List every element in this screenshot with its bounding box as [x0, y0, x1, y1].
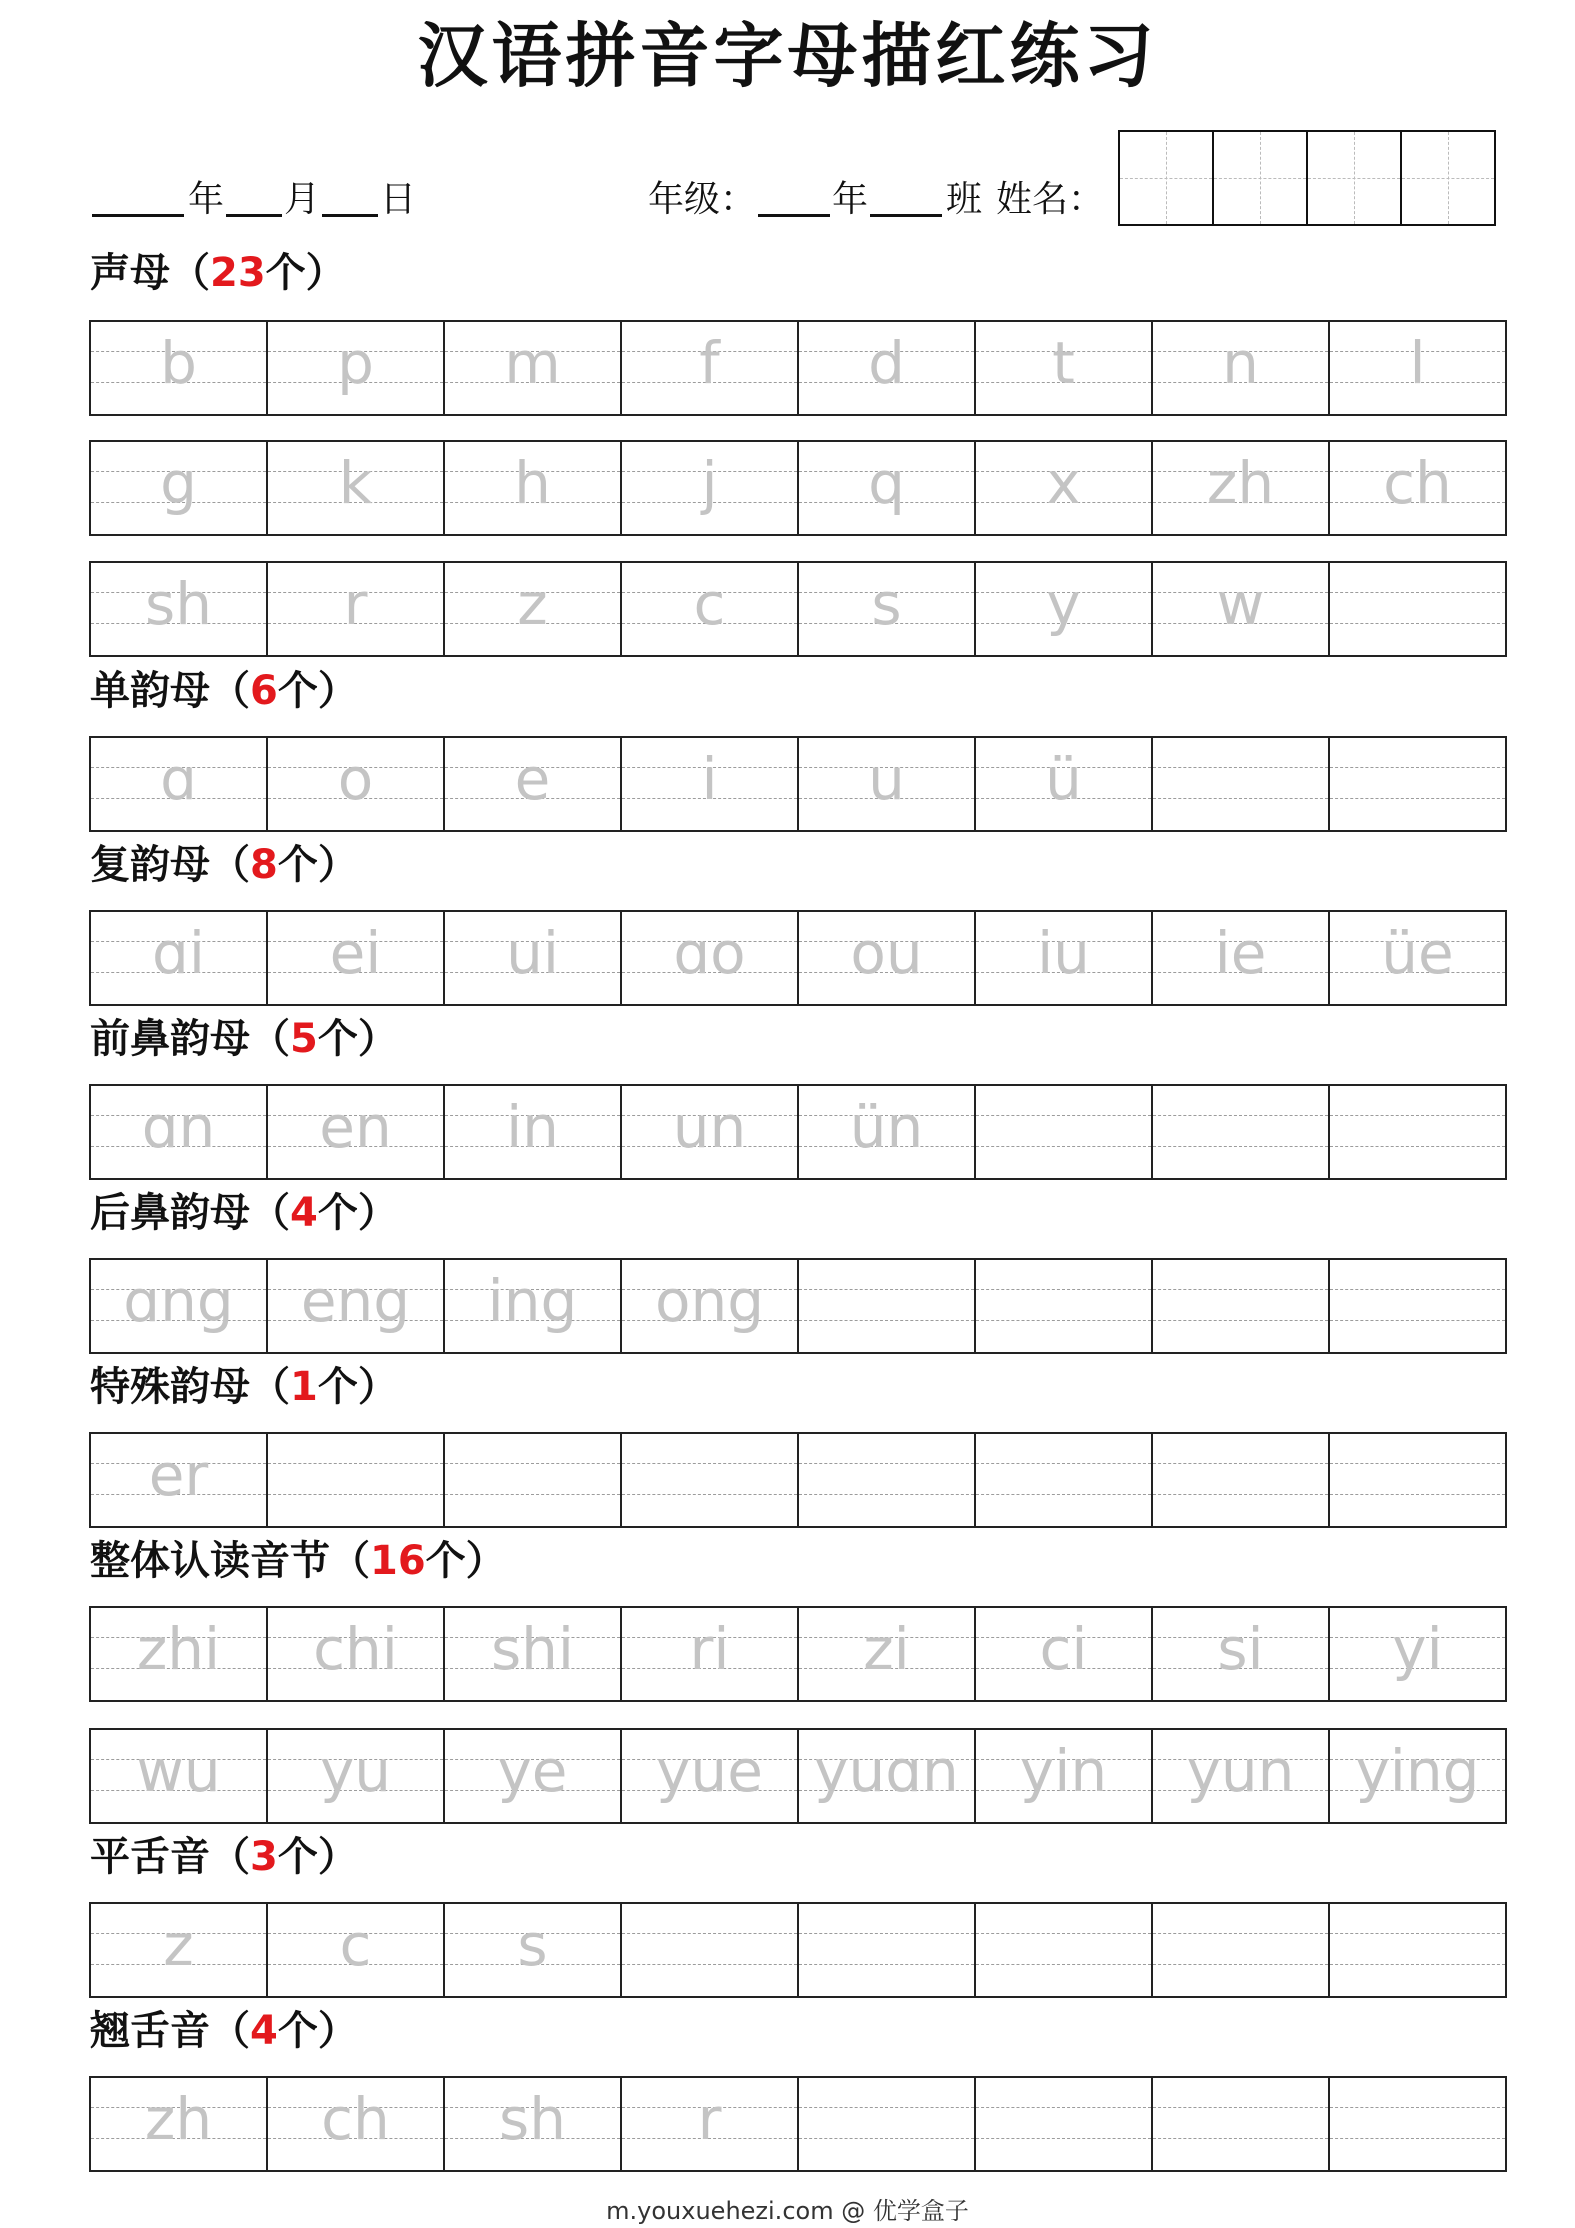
tracing-cell[interactable]: [443, 440, 622, 536]
pinyin-letter: w: [1216, 570, 1265, 638]
tracing-cell[interactable]: [797, 910, 976, 1006]
tracing-cell[interactable]: [620, 1084, 799, 1180]
pinyin-letter: ɑi: [152, 919, 205, 987]
pinyin-letter: un: [672, 1093, 747, 1161]
pinyin-letter: shi: [490, 1615, 575, 1683]
section-unit: 个: [317, 1016, 358, 1062]
section-unit: 个: [277, 668, 318, 714]
name-box[interactable]: [1118, 130, 1214, 226]
pinyin-letter: ei: [329, 919, 382, 987]
pinyin-letter: [1330, 563, 1505, 655]
pinyin-letter: z: [517, 570, 548, 638]
pinyin-letter: [445, 1434, 620, 1526]
tracing-cell[interactable]: [797, 1432, 976, 1528]
pinyin-letter: ci: [1039, 1615, 1088, 1683]
tracing-cell[interactable]: [797, 2076, 976, 2172]
tracing-cell[interactable]: [1151, 1258, 1330, 1354]
pinyin-letter: r: [697, 2085, 722, 2153]
tracing-cell[interactable]: [1328, 1728, 1507, 1824]
section-name: 后鼻韵母: [90, 1190, 250, 1236]
pinyin-letter: ying: [1355, 1737, 1480, 1805]
tracing-cell[interactable]: [797, 561, 976, 657]
tracing-cell[interactable]: [266, 1902, 445, 1998]
section-title: 整体认读音节（16个）: [90, 1538, 506, 1584]
pinyin-letter: iu: [1037, 919, 1090, 987]
tracing-cell[interactable]: [89, 1084, 268, 1180]
pinyin-letter: [799, 2078, 974, 2170]
pinyin-letter: ye: [497, 1737, 568, 1805]
pinyin-letter: yun: [1186, 1737, 1295, 1805]
tracing-cell[interactable]: [1328, 736, 1507, 832]
tracing-cell[interactable]: [1328, 2076, 1507, 2172]
pinyin-letter: s: [871, 570, 902, 638]
pinyin-letter: [976, 1904, 1151, 1996]
pinyin-letter: [1330, 2078, 1505, 2170]
section-name: 平舌音: [90, 1834, 210, 1880]
tracing-cell[interactable]: [974, 561, 1153, 657]
pinyin-letter: [1330, 1904, 1505, 1996]
tracing-cell[interactable]: [620, 320, 799, 416]
pinyin-letter: k: [338, 449, 373, 517]
pinyin-letter: ing: [487, 1267, 578, 1335]
pinyin-letter: zh: [1206, 449, 1275, 517]
tracing-cell[interactable]: [1328, 1902, 1507, 1998]
tracing-row: [89, 2076, 1507, 2172]
section-count: 8: [250, 842, 278, 888]
pinyin-letter: r: [343, 570, 368, 638]
section-unit: 个: [265, 250, 306, 296]
pinyin-letter: l: [1409, 329, 1426, 397]
tracing-cell[interactable]: [443, 561, 622, 657]
tracing-cell[interactable]: [797, 1084, 976, 1180]
pinyin-letter: yue: [656, 1737, 763, 1805]
section-unit: 个: [317, 1364, 358, 1410]
tracing-cell[interactable]: [620, 2076, 799, 2172]
day-label: 日: [380, 179, 417, 220]
tracing-cell[interactable]: [620, 440, 799, 536]
tracing-row: [89, 440, 1507, 536]
pinyin-letter: e: [514, 745, 551, 813]
section-title: 特殊韵母（1个）: [90, 1364, 398, 1410]
section-title: 后鼻韵母（4个）: [90, 1190, 398, 1236]
tracing-cell[interactable]: [1328, 1258, 1507, 1354]
pinyin-letter: z: [163, 1911, 194, 1979]
pinyin-letter: wu: [136, 1737, 221, 1805]
grade-label: 年级：: [648, 179, 757, 220]
pinyin-letter: [1330, 1086, 1505, 1178]
pinyin-letter: zi: [863, 1615, 910, 1683]
tracing-cell[interactable]: [1151, 1902, 1330, 1998]
tracing-cell[interactable]: [1328, 1606, 1507, 1702]
year-blank[interactable]: [92, 170, 184, 217]
pinyin-letter: h: [514, 449, 551, 517]
pinyin-letter: [1330, 1434, 1505, 1526]
tracing-cell[interactable]: [797, 1258, 976, 1354]
pinyin-letter: q: [868, 449, 905, 517]
pinyin-letter: y: [1046, 570, 1081, 638]
tracing-cell[interactable]: [1328, 320, 1507, 416]
pinyin-letter: t: [1052, 329, 1075, 397]
tracing-cell[interactable]: [974, 1728, 1153, 1824]
pinyin-letter: [976, 1260, 1151, 1352]
tracing-cell[interactable]: [974, 736, 1153, 832]
tracing-cell[interactable]: [620, 561, 799, 657]
tracing-row: [89, 1084, 1507, 1180]
tracing-cell[interactable]: [1151, 736, 1330, 832]
pinyin-letter: sh: [499, 2085, 566, 2153]
pinyin-letter: s: [517, 1911, 548, 1979]
pinyin-letter: [1153, 1434, 1328, 1526]
tracing-cell[interactable]: [443, 1432, 622, 1528]
footer-credit: m.youxuehezi.com @ 优学盒子: [606, 2197, 969, 2225]
tracing-row: [89, 1902, 1507, 1998]
tracing-cell[interactable]: [1328, 561, 1507, 657]
pinyin-letter: yu: [319, 1737, 392, 1805]
pinyin-letter: yin: [1019, 1737, 1108, 1805]
tracing-cell[interactable]: [89, 736, 268, 832]
tracing-cell[interactable]: [1151, 561, 1330, 657]
tracing-cell[interactable]: [620, 910, 799, 1006]
section-name: 翘舌音: [90, 2008, 210, 2054]
pinyin-letter: [1153, 738, 1328, 830]
pinyin-letter: ü: [1045, 745, 1082, 813]
pinyin-letter: n: [1222, 329, 1259, 397]
pinyin-letter: [1153, 1260, 1328, 1352]
pinyin-letter: [799, 1260, 974, 1352]
tracing-cell[interactable]: [443, 1606, 622, 1702]
pinyin-letter: eng: [300, 1267, 411, 1335]
tracing-cell[interactable]: [443, 320, 622, 416]
pinyin-letter: ɑo: [673, 919, 746, 987]
tracing-cell[interactable]: [89, 910, 268, 1006]
tracing-cell[interactable]: [1151, 2076, 1330, 2172]
name-box[interactable]: [1400, 130, 1496, 226]
pinyin-letter: p: [337, 329, 374, 397]
tracing-cell[interactable]: [89, 320, 268, 416]
pinyin-letter: c: [339, 1911, 372, 1979]
section-name: 整体认读音节: [90, 1538, 330, 1584]
tracing-cell[interactable]: [266, 910, 445, 1006]
pinyin-letter: üe: [1381, 919, 1454, 987]
pinyin-letter: ün: [849, 1093, 924, 1161]
section-count: 4: [250, 2008, 278, 2054]
tracing-cell[interactable]: [1151, 1084, 1330, 1180]
section-title: 复韵母（8个）: [90, 842, 358, 888]
section-title: 平舌音（3个）: [90, 1834, 358, 1880]
tracing-cell[interactable]: [974, 440, 1153, 536]
pinyin-letter: c: [693, 570, 726, 638]
pinyin-letter: ɑng: [123, 1267, 234, 1335]
pinyin-letter: [799, 1904, 974, 1996]
grade-year-label: 年: [832, 179, 869, 220]
pinyin-letter: o: [337, 745, 374, 813]
tracing-cell[interactable]: [89, 1258, 268, 1354]
section-title: 翘舌音（4个）: [90, 2008, 358, 2054]
pinyin-letter: [799, 1434, 974, 1526]
tracing-cell[interactable]: [266, 561, 445, 657]
pinyin-letter: ɑ: [160, 745, 197, 813]
tracing-cell[interactable]: [266, 1258, 445, 1354]
section-name: 声母: [90, 250, 170, 296]
tracing-cell[interactable]: [1328, 1084, 1507, 1180]
tracing-cell[interactable]: [1328, 1432, 1507, 1528]
pinyin-letter: ri: [689, 1615, 730, 1683]
pinyin-letter: b: [160, 329, 197, 397]
pinyin-letter: chi: [313, 1615, 398, 1683]
tracing-cell[interactable]: [797, 1728, 976, 1824]
class-label: 班: [946, 179, 983, 220]
tracing-cell[interactable]: [797, 736, 976, 832]
section-count: 1: [290, 1364, 318, 1410]
section-unit: 个: [317, 1190, 358, 1236]
pinyin-letter: u: [868, 745, 905, 813]
pinyin-letter: ie: [1214, 919, 1267, 987]
pinyin-letter: en: [319, 1093, 392, 1161]
tracing-cell[interactable]: [620, 1606, 799, 1702]
tracing-cell[interactable]: [443, 1728, 622, 1824]
pinyin-letter: g: [160, 449, 197, 517]
pinyin-letter: ɑn: [141, 1093, 216, 1161]
pinyin-letter: [1153, 1904, 1328, 1996]
pinyin-letter: [976, 2078, 1151, 2170]
tracing-row: [89, 910, 1507, 1006]
pinyin-letter: d: [868, 329, 905, 397]
tracing-row: [89, 561, 1507, 657]
pinyin-letter: ch: [321, 2085, 390, 2153]
pinyin-letter: [976, 1434, 1151, 1526]
pinyin-letter: yi: [1392, 1615, 1443, 1683]
name-boxes[interactable]: [1120, 130, 1496, 226]
section-count: 5: [290, 1016, 318, 1062]
tracing-cell[interactable]: [266, 440, 445, 536]
section-unit: 个: [277, 842, 318, 888]
pinyin-letter: in: [506, 1093, 559, 1161]
tracing-cell[interactable]: [1151, 1606, 1330, 1702]
pinyin-letter: ou: [850, 919, 923, 987]
section-title: 声母（23个）: [90, 250, 346, 296]
section-name: 特殊韵母: [90, 1364, 250, 1410]
tracing-cell[interactable]: [443, 910, 622, 1006]
name-box[interactable]: [1306, 130, 1402, 226]
pinyin-letter: j: [701, 449, 718, 517]
pinyin-letter: f: [699, 329, 720, 397]
section-name: 前鼻韵母: [90, 1016, 250, 1062]
tracing-cell[interactable]: [266, 1606, 445, 1702]
tracing-cell[interactable]: [266, 320, 445, 416]
tracing-cell[interactable]: [974, 1902, 1153, 1998]
tracing-cell[interactable]: [620, 1728, 799, 1824]
section-unit: 个: [277, 1834, 318, 1880]
pinyin-letter: [268, 1434, 443, 1526]
day-blank[interactable]: [322, 170, 378, 217]
pinyin-letter: ui: [506, 919, 559, 987]
tracing-cell[interactable]: [443, 1084, 622, 1180]
tracing-cell[interactable]: [266, 1728, 445, 1824]
tracing-cell[interactable]: [797, 320, 976, 416]
pinyin-letter: [622, 1904, 797, 1996]
tracing-cell[interactable]: [1328, 910, 1507, 1006]
tracing-cell[interactable]: [89, 561, 268, 657]
month-blank[interactable]: [226, 170, 282, 217]
pinyin-letter: [1330, 738, 1505, 830]
tracing-cell[interactable]: [797, 440, 976, 536]
tracing-cell[interactable]: [89, 1728, 268, 1824]
section-count: 4: [290, 1190, 318, 1236]
pinyin-letter: zh: [144, 2085, 213, 2153]
tracing-cell[interactable]: [1151, 320, 1330, 416]
pinyin-letter: [1153, 1086, 1328, 1178]
section-count: 6: [250, 668, 278, 714]
tracing-cell[interactable]: [974, 1258, 1153, 1354]
page-title: 汉语拼音字母描红练习: [417, 15, 1158, 97]
month-label: 月: [284, 179, 321, 220]
tracing-row: [89, 1728, 1507, 1824]
grade-year-blank[interactable]: [758, 170, 830, 217]
tracing-cell[interactable]: [1328, 440, 1507, 536]
tracing-cell[interactable]: [89, 440, 268, 536]
tracing-cell[interactable]: [620, 736, 799, 832]
tracing-cell[interactable]: [443, 1902, 622, 1998]
pinyin-letter: zhi: [136, 1615, 221, 1683]
pinyin-letter: [1153, 2078, 1328, 2170]
tracing-cell[interactable]: [1151, 910, 1330, 1006]
section-unit: 个: [425, 1538, 466, 1584]
name-box[interactable]: [1212, 130, 1308, 226]
section-unit: 个: [277, 2008, 318, 2054]
section-count: 16: [370, 1538, 426, 1584]
tracing-row: [89, 1258, 1507, 1354]
class-blank[interactable]: [870, 170, 942, 217]
section-title: 前鼻韵母（5个）: [90, 1016, 398, 1062]
pinyin-letter: si: [1217, 1615, 1264, 1683]
section-count: 23: [210, 250, 266, 296]
pinyin-letter: [1330, 1260, 1505, 1352]
tracing-cell[interactable]: [89, 2076, 268, 2172]
tracing-cell[interactable]: [443, 736, 622, 832]
tracing-cell[interactable]: [1151, 1432, 1330, 1528]
tracing-row: [89, 736, 1507, 832]
tracing-cell[interactable]: [974, 910, 1153, 1006]
pinyin-letter: [622, 1434, 797, 1526]
name-label: 姓名：: [996, 179, 1105, 220]
tracing-cell[interactable]: [443, 1258, 622, 1354]
section-name: 单韵母: [90, 668, 210, 714]
pinyin-letter: ch: [1383, 449, 1452, 517]
tracing-cell[interactable]: [266, 1084, 445, 1180]
section-title: 单韵母（6个）: [90, 668, 358, 714]
tracing-cell[interactable]: [89, 1432, 268, 1528]
pinyin-letter: m: [504, 329, 561, 397]
tracing-cell[interactable]: [266, 736, 445, 832]
tracing-row: [89, 1432, 1507, 1528]
pinyin-letter: yuɑn: [814, 1737, 959, 1805]
tracing-cell[interactable]: [266, 2076, 445, 2172]
pinyin-letter: [976, 1086, 1151, 1178]
pinyin-letter: i: [701, 745, 718, 813]
year-label: 年: [188, 179, 225, 220]
pinyin-letter: sh: [145, 570, 212, 638]
pinyin-letter: x: [1046, 449, 1081, 517]
tracing-cell[interactable]: [1151, 440, 1330, 536]
section-count: 3: [250, 1834, 278, 1880]
tracing-cell[interactable]: [1151, 1728, 1330, 1824]
section-name: 复韵母: [90, 842, 210, 888]
tracing-cell[interactable]: [797, 1606, 976, 1702]
tracing-cell[interactable]: [974, 1606, 1153, 1702]
tracing-cell[interactable]: [443, 2076, 622, 2172]
tracing-cell[interactable]: [620, 1902, 799, 1998]
tracing-cell[interactable]: [974, 1084, 1153, 1180]
pinyin-letter: ong: [654, 1267, 765, 1335]
tracing-cell[interactable]: [89, 1902, 268, 1998]
tracing-cell[interactable]: [974, 2076, 1153, 2172]
tracing-cell[interactable]: [797, 1902, 976, 1998]
pinyin-letter: er: [148, 1441, 209, 1509]
tracing-cell[interactable]: [620, 1258, 799, 1354]
tracing-cell[interactable]: [266, 1432, 445, 1528]
tracing-row: [89, 320, 1507, 416]
tracing-cell[interactable]: [89, 1606, 268, 1702]
tracing-cell[interactable]: [974, 320, 1153, 416]
tracing-cell[interactable]: [620, 1432, 799, 1528]
tracing-cell[interactable]: [974, 1432, 1153, 1528]
tracing-row: [89, 1606, 1507, 1702]
